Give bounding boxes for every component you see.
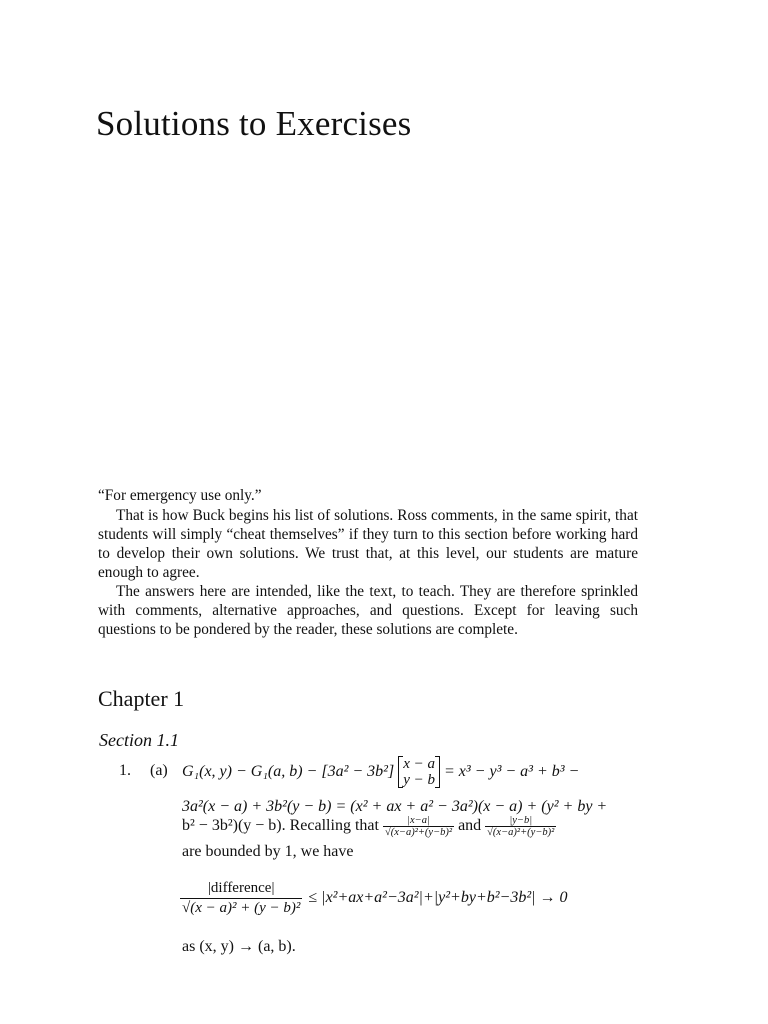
solution-line-3 bbox=[182, 810, 556, 842]
line1-rhs: = x³ − y³ − a³ + b³ − bbox=[443, 763, 580, 780]
display-denominator: √(x − a)² + (y − b)² bbox=[182, 899, 301, 916]
and-word: and bbox=[458, 817, 482, 834]
fraction-y-numerator: |y−b| bbox=[485, 815, 556, 827]
solution-line-2: 3a²(x − a) + 3b²(y − b) = (x² + ax + a² − 3a²)(x − a) + (y² + by + bbox=[182, 798, 608, 815]
line1-lhs: G₁(x, y) − G₁(a, b) − [3a² − 3b²] bbox=[182, 763, 395, 780]
vector-top: x − a bbox=[403, 756, 435, 772]
solution-line-5: as (x, y) → (a, b). bbox=[182, 938, 296, 955]
solution-line-1 bbox=[182, 752, 579, 792]
page-title: Solutions to Exercises bbox=[96, 104, 412, 143]
display-numerator: |difference| bbox=[180, 879, 302, 899]
section-heading: Section 1.1 bbox=[99, 730, 179, 750]
solution-line-4: are bounded by 1, we have bbox=[182, 843, 354, 860]
exercise-number: 1. bbox=[119, 762, 131, 779]
line3-start: b² − 3b²)(y − b). Recalling that bbox=[182, 817, 379, 834]
fraction-x-numerator: |x−a| bbox=[383, 815, 454, 827]
exercise-part: (a) bbox=[150, 762, 168, 779]
epigraph: “For emergency use only.” bbox=[98, 487, 262, 504]
chapter-heading: Chapter 1 bbox=[98, 686, 185, 711]
fraction-x-denominator: √(x−a)²+(y−b)² bbox=[384, 826, 453, 838]
intro-paragraph-2: The answers here are intended, like the text, to teach. They are therefore sprinkled with comments, alternative approaches, and questions. Except for leaving such questions to be pondered by the reader, these solutions are complete. bbox=[98, 583, 638, 638]
intro-paragraph-1: That is how Buck begins his list of solutions. Ross comments, in the same spirit, that students will simply “cheat themselves” if they turn to this section before working hard to develop their own solutions. We trust that, at this level, our students are mature enough to agree. bbox=[98, 507, 638, 581]
fraction-x bbox=[383, 815, 454, 838]
fraction-y-denominator: √(x−a)²+(y−b)² bbox=[487, 826, 555, 838]
vector-bottom: y − b bbox=[403, 772, 435, 788]
display-inequality bbox=[180, 875, 568, 921]
display-fraction bbox=[180, 879, 302, 918]
display-rhs: ≤ |x²+ax+a²−3a²|+|y²+by+b²−3b²| → 0 bbox=[308, 889, 568, 906]
column-vector bbox=[398, 756, 440, 788]
fraction-y bbox=[485, 815, 556, 838]
